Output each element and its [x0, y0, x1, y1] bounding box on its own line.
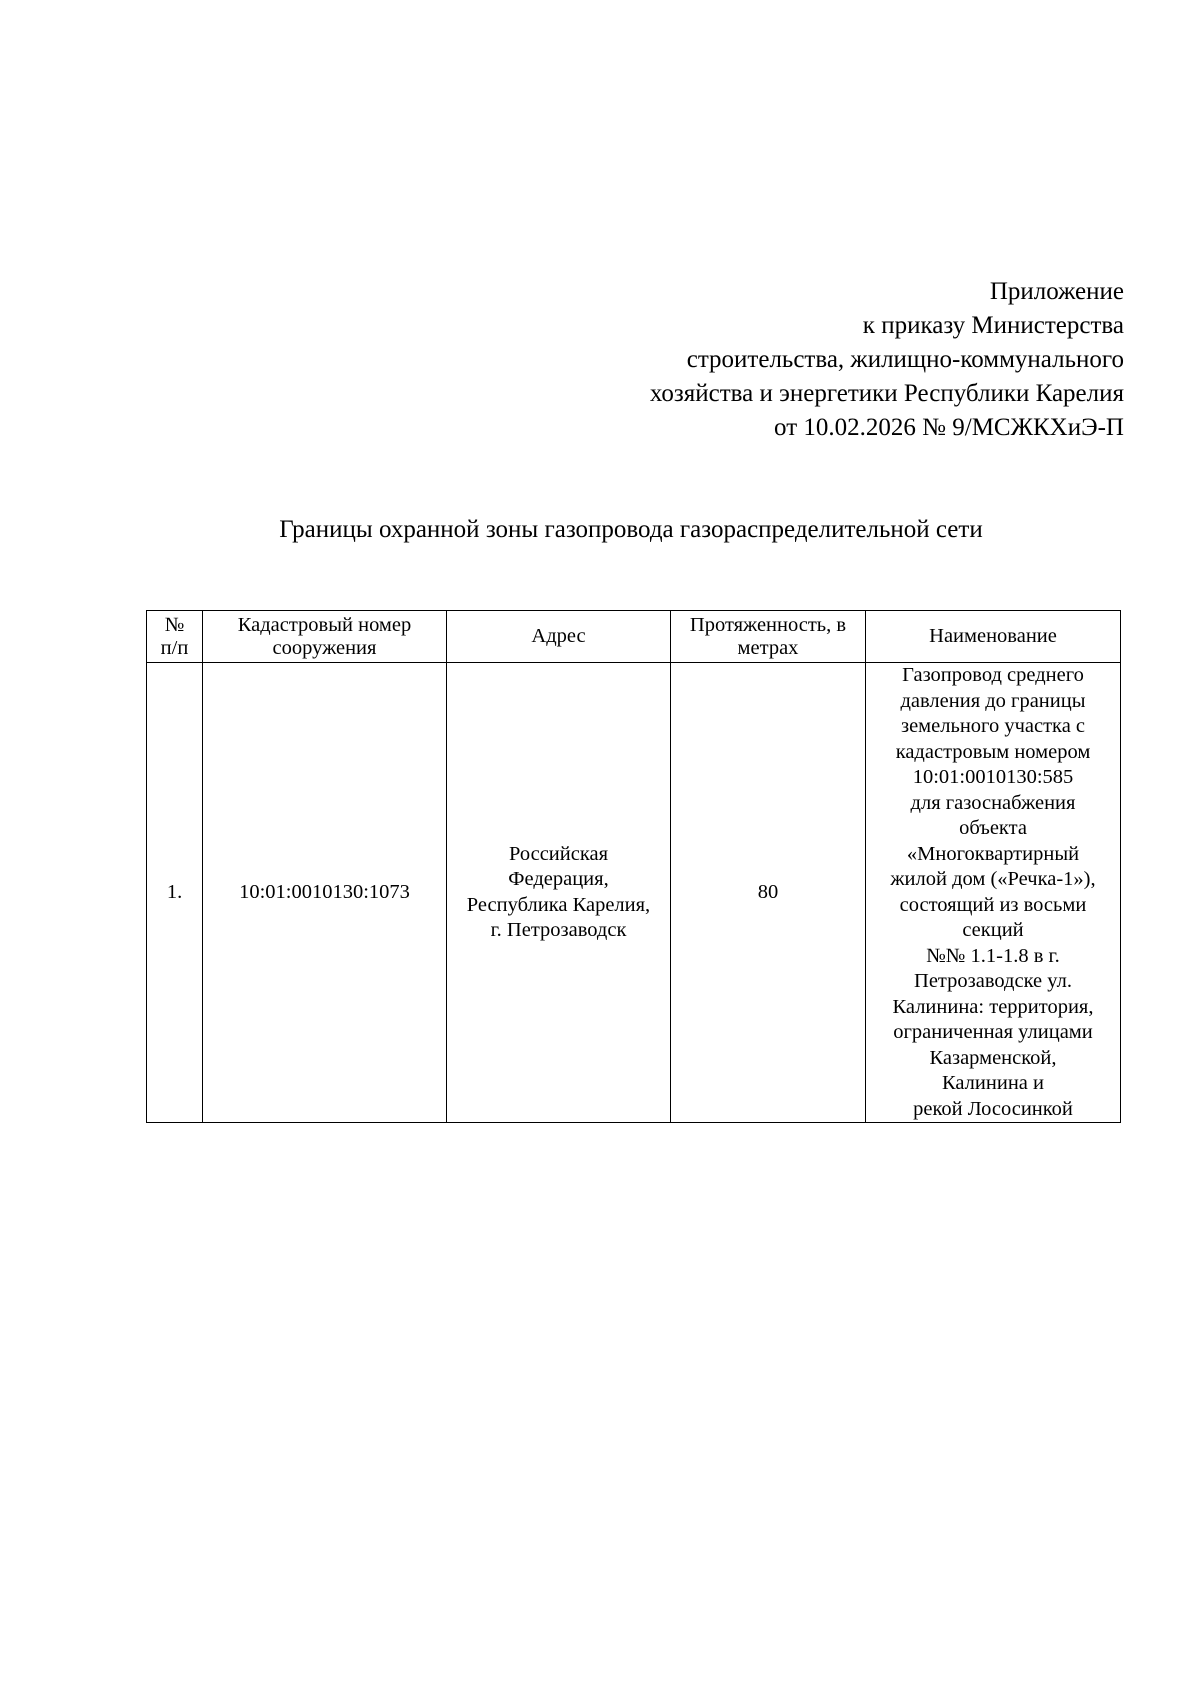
name-line: Петрозаводске ул.	[914, 970, 1072, 992]
header-length-line: метрах	[737, 636, 799, 659]
name-line: Калинина: территория,	[892, 995, 1094, 1018]
address-line: Российская	[508, 842, 609, 865]
name-line: кадастровым номером	[895, 740, 1091, 763]
name-line: секций	[962, 919, 1024, 941]
appendix-line: к приказу Министерства	[862, 312, 1124, 339]
name-line: для газоснабжения	[910, 791, 1076, 814]
name-line: 10:01:0010130:585	[912, 766, 1074, 788]
header-name	[866, 611, 1121, 663]
header-number-line: №	[164, 613, 185, 636]
cell-name	[866, 663, 1121, 1123]
address-line: Федерация,	[508, 868, 609, 890]
name-line: №№ 1.1-1.8 в г.	[926, 944, 1060, 967]
name-line: давления до границы	[900, 689, 1086, 712]
header-cadastral-line: сооружения	[272, 636, 377, 659]
cell-number: 1.	[147, 663, 203, 1123]
name-line: Газопровод среднего	[902, 664, 1084, 686]
name-line: Казарменской,	[929, 1046, 1057, 1069]
document-title: Границы охранной зоны газопровода газораспределительной сети	[279, 516, 983, 543]
table-header-row	[147, 611, 1121, 663]
appendix-line: Приложение	[989, 278, 1124, 305]
address-line: г. Петрозаводск	[490, 919, 627, 941]
name-line: рекой Лососинкой	[913, 1097, 1073, 1120]
protection-zone-table	[146, 610, 1121, 1123]
cell-address	[447, 663, 671, 1123]
cell-length: 80	[671, 663, 866, 1123]
header-number-line: п/п	[160, 636, 189, 659]
header-address-line: Адрес	[531, 625, 586, 647]
cell-cadastral: 10:01:0010130:1073	[203, 663, 447, 1123]
appendix-line: хозяйства и энергетики Республики Карелия	[649, 380, 1124, 407]
appendix-line: строительства, жилищно-коммунального	[686, 346, 1124, 373]
name-line: объекта	[959, 817, 1027, 839]
name-line: Калинина и	[942, 1072, 1044, 1094]
appendix-line: от 10.02.2026 № 9/МСЖКХиЭ-П	[774, 414, 1124, 441]
name-line: ограниченная улицами	[893, 1021, 1093, 1043]
name-line: «Многоквартирный	[906, 842, 1080, 865]
address-line: Республика Карелия,	[466, 893, 651, 916]
header-cadastral	[203, 611, 447, 663]
header-number	[147, 611, 203, 663]
table-row	[147, 663, 1121, 1123]
appendix-header	[424, 275, 1124, 445]
header-cadastral-line: Кадастровый номер	[237, 613, 412, 636]
header-length-line: Протяженность, в	[689, 613, 847, 636]
header-length	[671, 611, 866, 663]
header-name-line: Наименование	[929, 625, 1057, 647]
name-line: земельного участка с	[900, 715, 1086, 737]
name-line: жилой дом («Речка-1»),	[890, 868, 1096, 890]
header-address	[447, 611, 671, 663]
name-line: состоящий из восьми	[899, 893, 1087, 916]
